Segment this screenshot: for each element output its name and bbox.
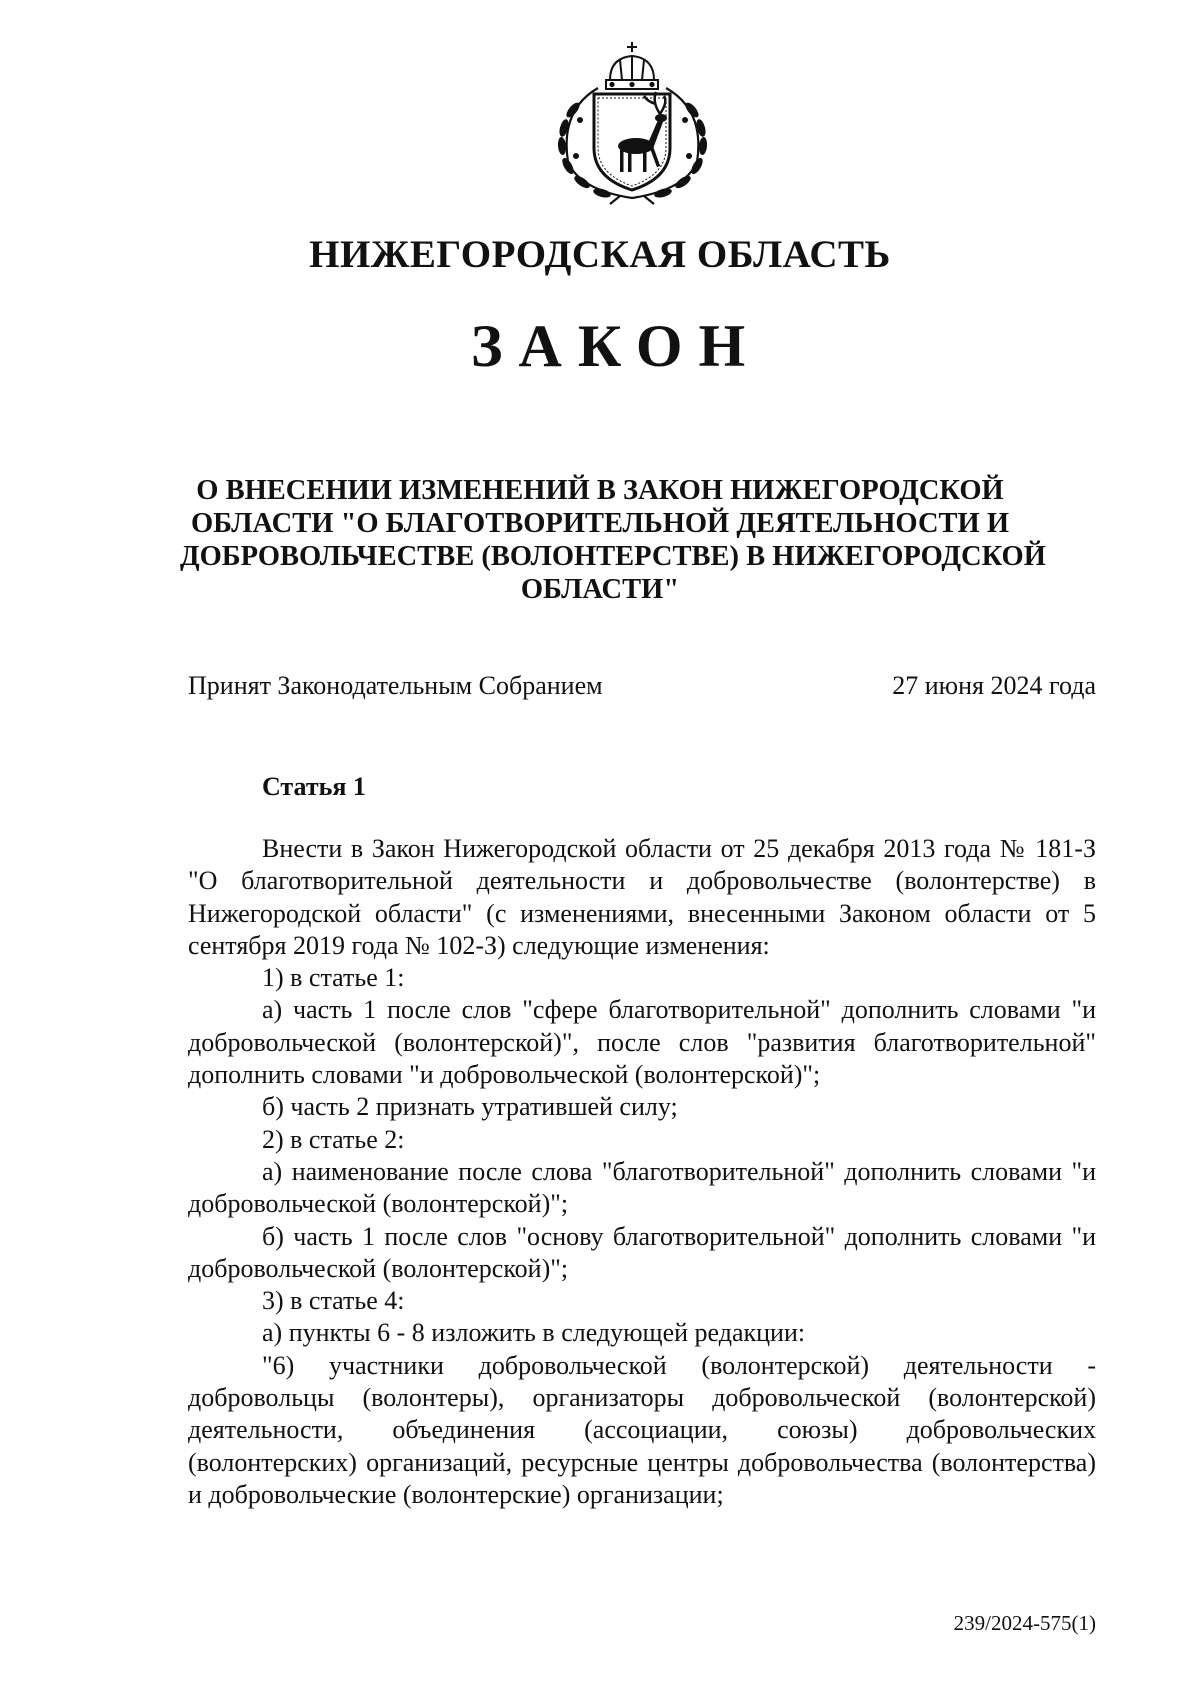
law-title [180, 474, 1046, 606]
paragraph: б) часть 2 признать утратившей силу; [262, 1092, 678, 1122]
law-title-line: О ВНЕСЕНИИ ИЗМЕНЕНИЙ В ЗАКОН НИЖЕГОРОДСКОЙ [196, 475, 1004, 506]
region-name: НИЖЕГОРОДСКАЯ ОБЛАСТЬ [309, 233, 891, 276]
article-heading: Статья 1 [262, 772, 366, 801]
paragraph: а) часть 1 после слов "сфере благотворительной" дополнить словами "и добровольческой (волонтерской)", после слов "развития благотворительной" дополнить словами "и добровольческой (волонтерской)"; [188, 995, 1096, 1090]
document-code: 239/2024-575(1) [953, 1611, 1096, 1635]
adoption-line [188, 671, 1096, 701]
paragraph: 2) в статье 2: [262, 1124, 405, 1154]
paragraph: Внести в Закон Нижегородской области от 25 декабря 2013 года № 181-З "О благотворительной деятельности и добровольчестве (волонтерстве) в Нижегородской области" (с изменениями, внесенными Законом области от 5 сентября 2019 года № 102-З) следующие изменения: [188, 834, 1096, 960]
adoption-date: 27 июня 2024 года [892, 671, 1096, 700]
law-title-line: ДОБРОВОЛЬЧЕСТВЕ (ВОЛОНТЕРСТВЕ) В НИЖЕГОРОДСКОЙ [180, 541, 1046, 572]
document-type: ЗАКОН [470, 313, 762, 379]
adopted-by: Принят Законодательным Собранием [188, 671, 603, 700]
paragraph: "6) участники добровольческой (волонтерской) деятельности - добровольцы (волонтеры), организаторы добровольческой (волонтерской) деятельности, объединения (ассоциации, союзы) добровольческих (волонтерских) организаций, ресурсные центры добровольчества (волонтерства) и добровольческие (волонтерские) организации; [188, 1350, 1096, 1509]
article-body [188, 833, 1096, 1511]
paragraph: 3) в статье 4: [262, 1286, 405, 1316]
paragraph: а) пункты 6 - 8 изложить в следующей редакции: [262, 1318, 806, 1348]
paragraph: б) часть 1 после слов "основу благотворительной" дополнить словами "и добровольческой (волонтерской)"; [188, 1221, 1096, 1283]
law-title-line: ОБЛАСТИ" [520, 574, 680, 605]
paragraph: а) наименование после слова "благотворительной" дополнить словами "и добровольческой (волонтерской)"; [188, 1156, 1096, 1219]
paragraph: 1) в статье 1: [262, 963, 405, 993]
coat-of-arms-icon [540, 40, 725, 205]
law-title-line: ОБЛАСТИ "О БЛАГОТВОРИТЕЛЬНОЙ ДЕЯТЕЛЬНОСТИ И [190, 508, 1009, 539]
